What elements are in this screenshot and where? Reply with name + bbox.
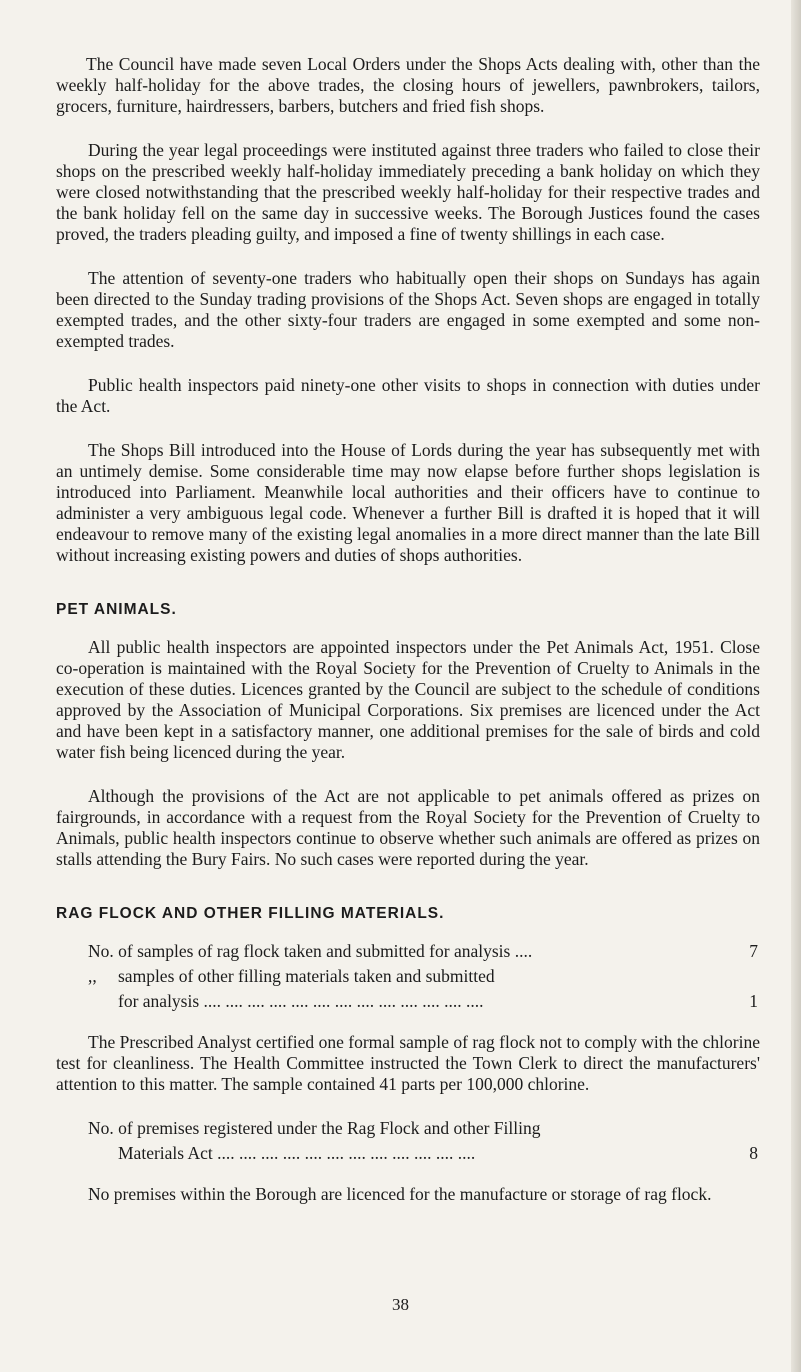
stat-row-other-filling-samples [56, 966, 760, 1012]
stat-label-continued: Materials Act .... .... .... .... .... .... .... .... .... .... .... .... [118, 1143, 476, 1163]
paragraph-fairground-prizes: Although the provisions of the Act are not applicable to pet animals offered as prizes on fairgrounds, in accordance with a request from the Royal Society for the Prevention of Cruelty to Animals, public health inspectors continue to observe whether such animals are offered as prizes on stalls attending the Bury Fairs. No such cases were reported during the year. [56, 786, 760, 869]
paragraph-legal-proceedings: During the year legal proceedings were instituted against three traders who failed to close their shops on the prescribed weekly half-holiday immediately preceding a bank holiday on which they were closed notwithstanding that the prescribed weekly half-holiday for their respective trades and the bank holiday fell on the same day in successive weeks. The Borough Justices found the cases proved, the traders pleading guilty, and imposed a fine of twenty shillings in each case. [56, 140, 760, 244]
stat-row-rag-flock-samples [56, 941, 760, 962]
stat-label: No. of samples of rag flock taken and submitted for analysis .... [88, 941, 533, 961]
paragraph-local-orders: The Council have made seven Local Orders under the Shops Acts dealing with, other than the weekly half-holiday for the above trades, the closing hours of jewellers, pawnbrokers, tailors, grocers, furniture, hairdressers, barbers, butchers and fried fish shops. [56, 54, 760, 116]
stat-line [56, 1143, 760, 1164]
stat-value: 8 [749, 1143, 758, 1163]
paragraph-analyst-certification: The Prescribed Analyst certified one formal sample of rag flock not to comply with the chlorine test for cleanliness. The Health Committee instructed the Town Clerk to direct the manufacturers' attention to this matter. The sample contained 41 parts per 100,000 chlorine. [56, 1032, 760, 1094]
paragraph-sunday-trading: The attention of seventy-one traders who habitually open their shops on Sundays has again been directed to the Sunday trading provisions of the Shops Act. Seven shops are engaged in totally exempted trades, and the other sixty-four traders are engaged in some exempted and some non-exempted trades. [56, 268, 760, 351]
paragraph-pet-animals-act: All public health inspectors are appointed inspectors under the Pet Animals Act, 1951. Close co-operation is maintained with the Royal Society for the Prevention of Cruelty to Animals in the execution of these duties. Licences granted by the Council are subject to the schedule of conditions approved by the Association of Municipal Corporations. Six premises are licenced under the Act and have been kept in a satisfactory manner, one additional premises for the sale of birds and cold water fish being licenced during the year. [56, 637, 760, 762]
stat-value: 1 [749, 991, 758, 1011]
page-edge-shadow [791, 0, 801, 1372]
paragraph-inspector-visits: Public health inspectors paid ninety-one other visits to shops in connection with duties under the Act. [56, 375, 760, 416]
section-heading-pet-animals: PET ANIMALS. [56, 601, 177, 618]
stat-line [56, 1118, 760, 1139]
paragraph-no-licenced-premises: No premises within the Borough are licenced for the manufacture or storage of rag flock. [88, 1184, 712, 1204]
stat-value: 7 [749, 941, 758, 961]
stat-label-continued: for analysis .... .... .... .... .... .... .... .... .... .... .... .... .... [118, 991, 484, 1011]
stat-label: No. of premises registered under the Rag Flock and other Filling [88, 1118, 541, 1138]
ditto-mark: ,, [88, 966, 97, 986]
stat-label: samples of other filling materials taken and submitted [118, 966, 495, 986]
stat-line [56, 991, 760, 1012]
page-number: 38 [392, 1295, 409, 1314]
document-page [56, 54, 760, 1228]
section-heading-rag-flock: RAG FLOCK AND OTHER FILLING MATERIALS. [56, 905, 445, 922]
stat-line [56, 966, 760, 987]
stat-row-registered-premises [56, 1118, 760, 1164]
paragraph-shops-bill: The Shops Bill introduced into the House of Lords during the year has subsequently met with an untimely demise. Some considerable time may now elapse before further shops legislation is introduced into Parliament. Meanwhile local authorities and their officers have to continue to administer a very ambiguous legal code. Whenever a further Bill is drafted it is hoped that it will endeavour to remove many of the existing legal anomalies in a more direct manner than the late Bill without increasing existing powers and duties of shops authorities. [56, 440, 760, 565]
